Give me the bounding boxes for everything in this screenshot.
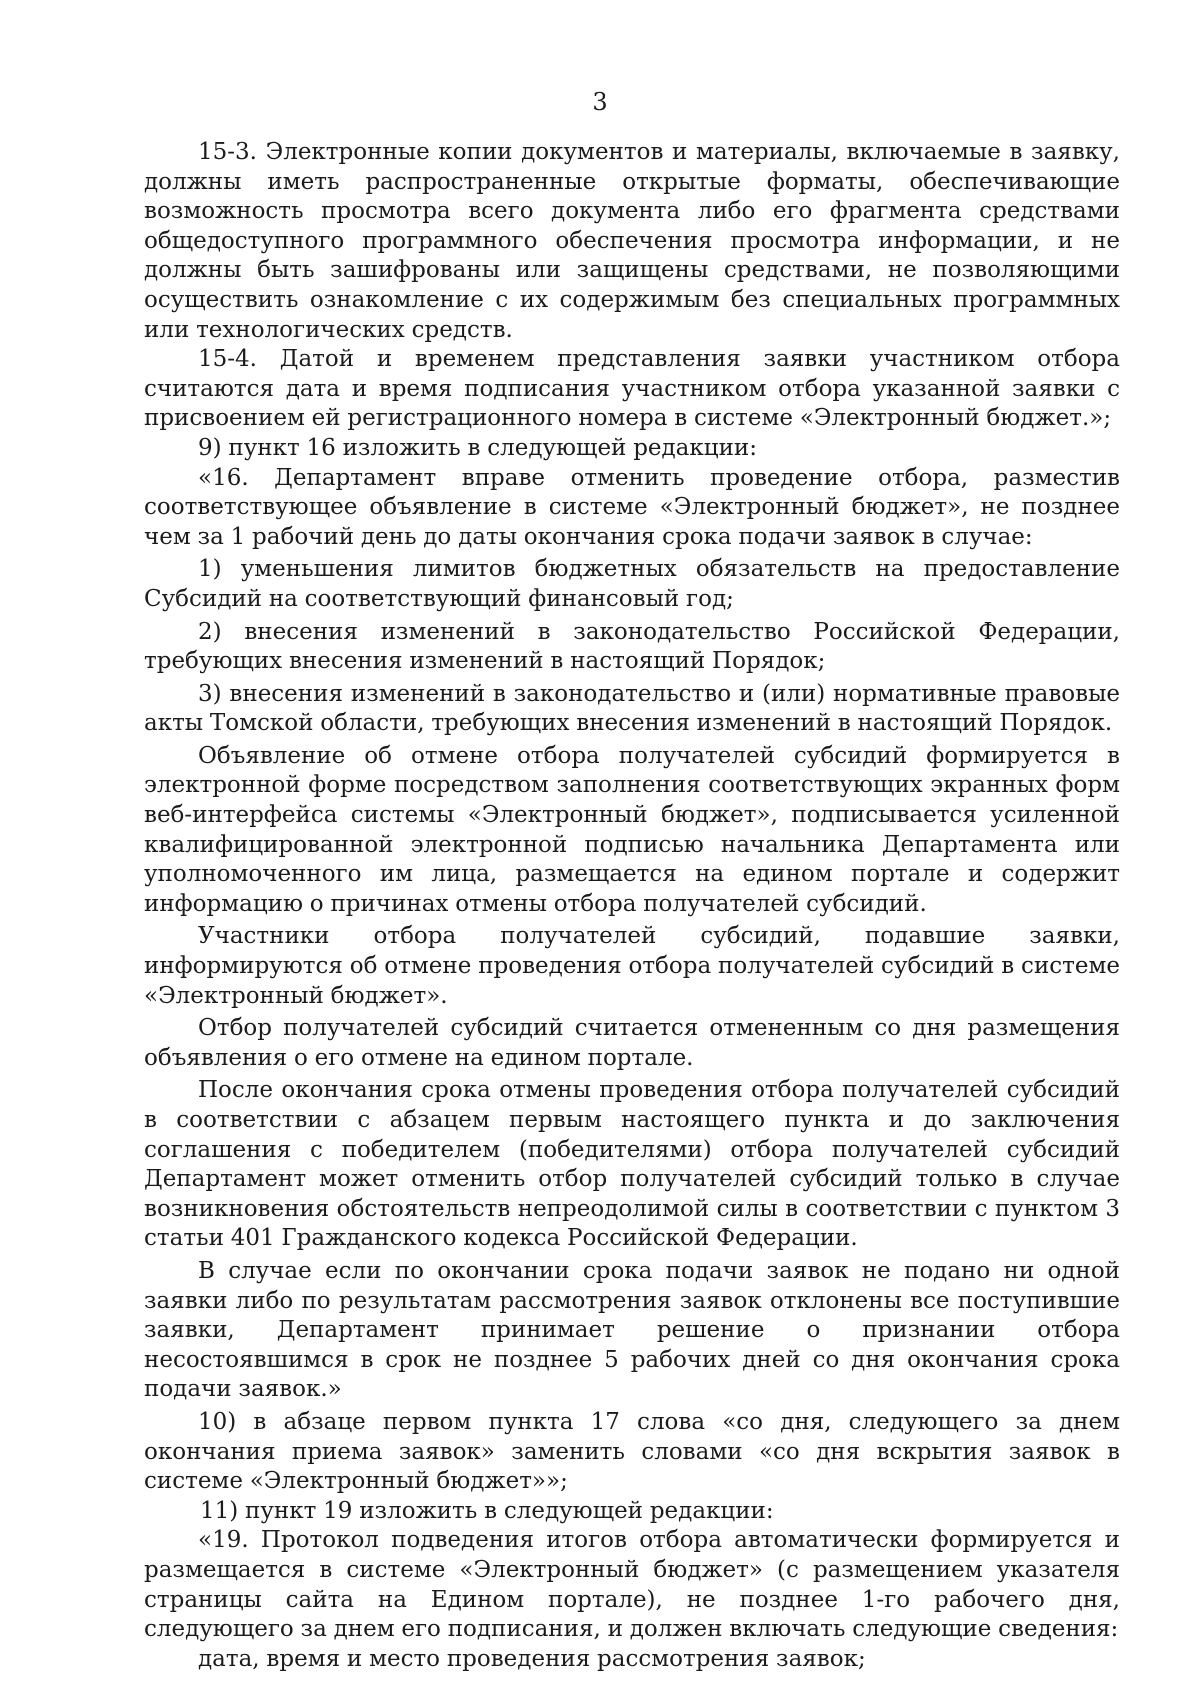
- paragraph-16-case-3: 3) внесения изменений в законодательство и (или) нормативные правовые акты Томской области, требующих внесения изменений в настоящий Порядок.: [144, 680, 1120, 737]
- paragraph-15-4: 15-4. Датой и временем представления заявки участником отбора считаются дата и время подписания участником отбора указанной заявки с присвоением ей регистрационного номера в системе «Электронный бюджет.»;: [144, 346, 1120, 432]
- paragraph-item-10: 10) в абзаце первом пункта 17 слова «со дня, следующего за днем окончания приема заявок» заменить словами «со дня вскрытия заявок в системе «Электронный бюджет»»;: [144, 1408, 1120, 1495]
- paragraph-19-info-1: дата, время и место проведения рассмотрения заявок;: [198, 1645, 866, 1672]
- page-number: 3: [592, 88, 608, 116]
- paragraph-failed-selection: В случае если по окончании срока подачи заявок не подано ни одной заявки либо по результатам рассмотрения заявок отклонены все поступившие заявки, Департамент принимает решение о признании отбора несостоявшимся в срок не позднее 5 рабочих дней со дня окончания срока подачи заявок.»: [144, 1257, 1120, 1403]
- document-body: [144, 138, 1120, 1674]
- paragraph-15-3: 15-3. Электронные копии документов и материалы, включаемые в заявку, должны иметь распространенные открытые форматы, обеспечивающие возможность просмотра всего документа либо его фрагмента средствами общедоступного программного обеспечения просмотра информации, и не должны быть зашифрованы или защищены средствами, не позволяющими осуществить ознакомление с их содержимым без специальных программных или технологических средств.: [144, 139, 1120, 343]
- paragraph-cancellation-date: Отбор получателей субсидий считается отмененным со дня размещения объявления о его отмене на едином портале.: [144, 1015, 1120, 1071]
- paragraph-item-9: 9) пункт 16 изложить в следующей редакции:: [198, 434, 757, 461]
- paragraph-cancellation-notice: Объявление об отмене отбора получателей субсидий формируется в электронной форме посредством заполнения соответствующих экранных форм веб-интерфейса системы «Электронный бюджет», подписывается усиленной квалифицированной электронной подписью начальника Департамента или уполномоченного им лица, размещается на едином портале и содержит информацию о причинах отмены отбора получателей субсидий.: [144, 742, 1120, 917]
- paragraph-16-case-2: 2) внесения изменений в законодательство Российской Федерации, требующих внесения изменений в настоящий Порядок;: [144, 618, 1120, 675]
- paragraph-item-11: 11) пункт 19 изложить в следующей редакции:: [200, 1497, 774, 1524]
- paragraph-19: «19. Протокол подведения итогов отбора автоматически формируется и размещается в системе «Электронный бюджет» (с размещением указателя страницы сайта на Едином портале), не позднее 1-го рабочего дня, следующего за днем его подписания, и должен включать следующие сведения:: [144, 1527, 1120, 1643]
- paragraph-force-majeure: После окончания срока отмены проведения отбора получателей субсидий в соответствии с абзацем первым настоящего пункта и до заключения соглашения с победителем (победителями) отбора получателей субсидий Департамент может отменить отбор получателей субсидий только в случае возникновения обстоятельств непреодолимой силы в соответствии с пунктом 3 статьи 401 Гражданского кодекса Российской Федерации.: [144, 1077, 1120, 1252]
- paragraph-participants-informed: Участники отбора получателей субсидий, подавшие заявки, информируются об отмене проведения отбора получателей субсидий в системе «Электронный бюджет».: [144, 923, 1120, 1009]
- paragraph-16-case-1: 1) уменьшения лимитов бюджетных обязательств на предоставление Субсидий на соответствующий финансовый год;: [144, 556, 1120, 612]
- paragraph-16: «16. Департамент вправе отменить проведение отбора, разместив соответствующее объявление в системе «Электронный бюджет», не позднее чем за 1 рабочий день до даты окончания срока подачи заявок в случае:: [144, 464, 1120, 550]
